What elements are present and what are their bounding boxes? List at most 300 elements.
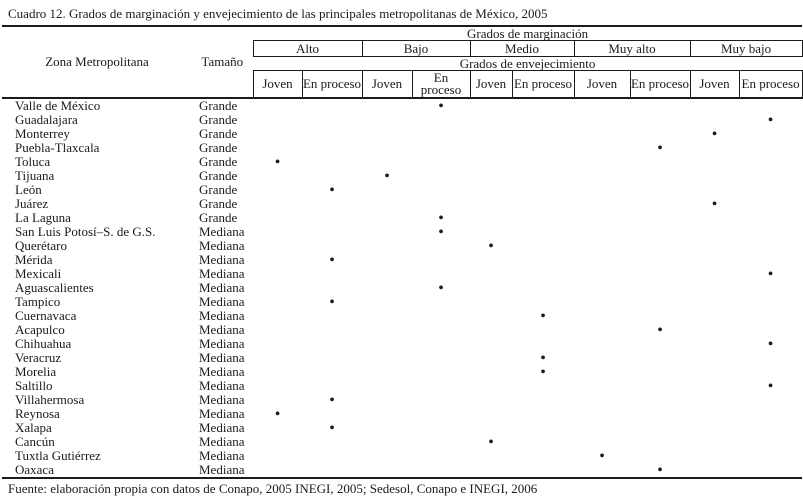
tamano-cell: Grande [199, 211, 238, 225]
empty-cell [362, 379, 412, 393]
empty-cell [412, 183, 470, 197]
dot-marker: • [384, 169, 390, 183]
empty-cell [362, 127, 412, 141]
empty-cell [630, 295, 690, 309]
dot-marker: • [767, 113, 774, 127]
empty-cell [253, 98, 302, 113]
sub-header-joven: Joven [574, 71, 630, 99]
col-header-envejecimiento-title: Grados de envejecimiento [253, 57, 802, 71]
table-body [2, 98, 802, 478]
tamano-cell: Mediana [199, 267, 245, 281]
empty-cell [512, 267, 574, 281]
dot-marker: • [329, 393, 335, 407]
empty-cell [362, 463, 412, 478]
empty-cell [470, 211, 512, 225]
col-header-marginacion-title: Grados de marginación [253, 26, 802, 41]
empty-cell [470, 393, 512, 407]
table-row [2, 141, 802, 155]
empty-cell [412, 127, 470, 141]
empty-cell [739, 155, 802, 169]
empty-cell [302, 449, 362, 463]
empty-cell [412, 323, 470, 337]
tamano-cell: Grande [199, 98, 238, 113]
empty-cell [739, 323, 802, 337]
empty-cell [690, 323, 739, 337]
empty-cell [739, 295, 802, 309]
empty-cell [512, 239, 574, 253]
empty-cell [302, 225, 362, 239]
empty-cell [574, 211, 630, 225]
dot-marker: • [767, 267, 774, 281]
empty-cell [470, 113, 512, 127]
empty-cell [302, 435, 362, 449]
empty-cell [362, 435, 412, 449]
tamano-cell: Grande [199, 127, 238, 141]
empty-cell [512, 435, 574, 449]
empty-cell [253, 379, 302, 393]
group-header-muy-bajo: Muy bajo [690, 41, 802, 57]
empty-cell [690, 379, 739, 393]
empty-cell [630, 155, 690, 169]
empty-cell [630, 351, 690, 365]
empty-cell [470, 281, 512, 295]
table-row [2, 435, 802, 449]
empty-cell [412, 239, 470, 253]
zona-cell: Mexicali [15, 267, 62, 281]
empty-cell [302, 169, 362, 183]
empty-cell [362, 253, 412, 267]
empty-cell [470, 155, 512, 169]
zona-cell: Querétaro [15, 239, 67, 253]
empty-cell [574, 127, 630, 141]
empty-cell [412, 253, 470, 267]
empty-cell [302, 155, 362, 169]
tamano-cell: Grande [199, 197, 238, 211]
dot-marker: • [329, 183, 335, 197]
dot-marker: • [540, 351, 546, 365]
empty-cell [574, 225, 630, 239]
empty-cell [362, 225, 412, 239]
empty-cell [630, 113, 690, 127]
col-header-tamano: Tamaño [192, 26, 253, 98]
empty-cell [739, 365, 802, 379]
empty-cell [690, 407, 739, 421]
empty-cell [574, 141, 630, 155]
tamano-cell: Mediana [199, 323, 245, 337]
empty-cell [253, 351, 302, 365]
tamano-cell: Grande [199, 169, 238, 183]
empty-cell [302, 281, 362, 295]
empty-cell [512, 169, 574, 183]
table-row [2, 393, 802, 407]
empty-cell [470, 98, 512, 113]
empty-cell [512, 295, 574, 309]
empty-cell [302, 463, 362, 478]
table-row [2, 379, 802, 393]
zona-cell: Monterrey [15, 127, 70, 141]
empty-cell [630, 239, 690, 253]
table-row [2, 463, 802, 478]
empty-cell [362, 449, 412, 463]
dot-marker: • [438, 98, 444, 113]
table-title: Cuadro 12. Grados de marginación y envejecimiento de las principales metropolitanas de México, 2005 [8, 6, 548, 21]
empty-cell [690, 351, 739, 365]
zona-cell: San Luis Potosí–S. de G.S. [15, 225, 156, 239]
empty-cell [574, 351, 630, 365]
empty-cell [630, 337, 690, 351]
empty-cell [470, 421, 512, 435]
empty-cell [362, 351, 412, 365]
empty-cell [574, 253, 630, 267]
empty-cell [253, 323, 302, 337]
empty-cell [690, 225, 739, 239]
dot-marker: • [329, 295, 335, 309]
empty-cell [253, 253, 302, 267]
sub-header-en-proceso: En proceso [512, 71, 574, 99]
dot-marker: • [438, 225, 444, 239]
empty-cell [253, 169, 302, 183]
zona-cell: Cuernavaca [15, 309, 77, 323]
empty-cell [412, 295, 470, 309]
table-row [2, 295, 802, 309]
empty-cell [470, 253, 512, 267]
table-row [2, 365, 802, 379]
empty-cell [412, 141, 470, 155]
empty-cell [512, 113, 574, 127]
empty-cell [574, 393, 630, 407]
empty-cell [412, 337, 470, 351]
empty-cell [512, 141, 574, 155]
zona-cell: Reynosa [15, 407, 60, 421]
zona-cell: Valle de México [15, 98, 101, 113]
empty-cell [739, 98, 802, 113]
table-row [2, 281, 802, 295]
empty-cell [470, 197, 512, 211]
empty-cell [412, 393, 470, 407]
empty-cell [470, 309, 512, 323]
empty-cell [630, 449, 690, 463]
empty-cell [253, 225, 302, 239]
empty-cell [574, 239, 630, 253]
empty-cell [630, 393, 690, 407]
empty-cell [302, 323, 362, 337]
dot-marker: • [711, 127, 718, 141]
empty-cell [690, 309, 739, 323]
empty-cell [574, 463, 630, 478]
empty-cell [470, 323, 512, 337]
empty-cell [302, 197, 362, 211]
tamano-cell: Grande [199, 141, 238, 155]
empty-cell [362, 295, 412, 309]
empty-cell [512, 393, 574, 407]
empty-cell [630, 281, 690, 295]
empty-cell [739, 183, 802, 197]
dot-marker: • [488, 435, 494, 449]
empty-cell [739, 421, 802, 435]
empty-cell [362, 365, 412, 379]
zona-cell: Tampico [15, 295, 61, 309]
empty-cell [690, 183, 739, 197]
sub-header-joven: Joven [362, 71, 412, 99]
empty-cell [574, 155, 630, 169]
empty-cell [690, 435, 739, 449]
empty-cell [512, 379, 574, 393]
zona-cell: Tuxtla Gutiérrez [15, 449, 101, 463]
tamano-cell: Mediana [199, 337, 245, 351]
zona-cell: Puebla-Tlaxcala [15, 141, 100, 155]
table-header [2, 26, 802, 98]
empty-cell [412, 421, 470, 435]
empty-cell [512, 183, 574, 197]
empty-cell [470, 379, 512, 393]
tamano-cell: Mediana [199, 365, 245, 379]
zona-cell: Toluca [15, 155, 51, 169]
group-header-medio: Medio [470, 41, 574, 57]
empty-cell [739, 211, 802, 225]
table-row [2, 253, 802, 267]
zona-cell: Cancún [15, 435, 55, 449]
tamano-cell: Mediana [199, 281, 245, 295]
data-table [2, 25, 803, 479]
dot-marker: • [488, 239, 494, 253]
empty-cell [574, 169, 630, 183]
empty-cell [302, 239, 362, 253]
table-row [2, 407, 802, 421]
table-row [2, 183, 802, 197]
empty-cell [512, 225, 574, 239]
empty-cell [630, 197, 690, 211]
zona-cell: Saltillo [15, 379, 53, 393]
dot-marker: • [767, 337, 774, 351]
empty-cell [574, 197, 630, 211]
empty-cell [690, 421, 739, 435]
empty-cell [739, 225, 802, 239]
empty-cell [412, 267, 470, 281]
empty-cell [302, 113, 362, 127]
empty-cell [512, 127, 574, 141]
empty-cell [512, 197, 574, 211]
zona-cell: Morelia [15, 365, 57, 379]
zona-cell: Juárez [15, 197, 49, 211]
tamano-cell: Mediana [199, 449, 245, 463]
empty-cell [253, 295, 302, 309]
empty-cell [362, 407, 412, 421]
table-row [2, 351, 802, 365]
empty-cell [302, 211, 362, 225]
empty-cell [630, 98, 690, 113]
zona-cell: Aguascalientes [15, 281, 94, 295]
tamano-cell: Mediana [199, 309, 245, 323]
tamano-cell: Mediana [199, 393, 245, 407]
empty-cell [630, 421, 690, 435]
empty-cell [690, 155, 739, 169]
empty-cell [512, 449, 574, 463]
empty-cell [630, 407, 690, 421]
dot-marker: • [438, 211, 444, 225]
empty-cell [362, 281, 412, 295]
empty-cell [739, 309, 802, 323]
empty-cell [253, 197, 302, 211]
empty-cell [253, 239, 302, 253]
empty-cell [690, 295, 739, 309]
dot-marker: • [657, 323, 663, 337]
empty-cell [470, 225, 512, 239]
zona-cell: La Laguna [15, 211, 71, 225]
empty-cell [412, 407, 470, 421]
empty-cell [412, 379, 470, 393]
empty-cell [362, 309, 412, 323]
empty-cell [739, 253, 802, 267]
tamano-cell: Mediana [199, 379, 245, 393]
sub-header-joven: Joven [690, 71, 739, 99]
empty-cell [739, 463, 802, 478]
empty-cell [630, 127, 690, 141]
empty-cell [253, 183, 302, 197]
empty-cell [412, 155, 470, 169]
table-row [2, 155, 802, 169]
tamano-cell: Mediana [199, 407, 245, 421]
group-header-alto: Alto [253, 41, 362, 57]
empty-cell [574, 267, 630, 281]
empty-cell [302, 98, 362, 113]
dot-marker: • [599, 449, 605, 463]
empty-cell [253, 113, 302, 127]
empty-cell [253, 211, 302, 225]
empty-cell [302, 127, 362, 141]
empty-cell [739, 127, 802, 141]
empty-cell [574, 435, 630, 449]
empty-cell [302, 365, 362, 379]
header-row-marginacion [2, 26, 802, 41]
empty-cell [362, 393, 412, 407]
empty-cell [470, 351, 512, 365]
empty-cell [362, 183, 412, 197]
zona-cell: Acapulco [15, 323, 65, 337]
table-row [2, 225, 802, 239]
empty-cell [574, 98, 630, 113]
zona-cell: Xalapa [15, 421, 52, 435]
empty-cell [412, 197, 470, 211]
tamano-cell: Mediana [199, 239, 245, 253]
empty-cell [362, 267, 412, 281]
empty-cell [690, 267, 739, 281]
table-row [2, 421, 802, 435]
empty-cell [739, 435, 802, 449]
empty-cell [574, 281, 630, 295]
empty-cell [253, 309, 302, 323]
dot-marker: • [274, 407, 281, 421]
empty-cell [470, 267, 512, 281]
zona-cell: Guadalajara [15, 113, 78, 127]
table-row [2, 239, 802, 253]
empty-cell [253, 267, 302, 281]
empty-cell [630, 211, 690, 225]
empty-cell [690, 239, 739, 253]
empty-cell [412, 309, 470, 323]
table-row [2, 323, 802, 337]
empty-cell [574, 309, 630, 323]
sub-header-en-proceso: En proceso [739, 71, 802, 99]
empty-cell [574, 379, 630, 393]
table-row [2, 449, 802, 463]
empty-cell [574, 183, 630, 197]
empty-cell [253, 393, 302, 407]
table-row [2, 113, 802, 127]
empty-cell [690, 98, 739, 113]
empty-cell [412, 113, 470, 127]
empty-cell [362, 211, 412, 225]
empty-cell [630, 379, 690, 393]
empty-cell [362, 239, 412, 253]
empty-cell [512, 323, 574, 337]
sub-header-joven: Joven [470, 71, 512, 99]
empty-cell [362, 141, 412, 155]
empty-cell [690, 141, 739, 155]
tamano-cell: Mediana [199, 295, 245, 309]
empty-cell [512, 211, 574, 225]
empty-cell [362, 197, 412, 211]
empty-cell [739, 281, 802, 295]
empty-cell [630, 253, 690, 267]
empty-cell [470, 127, 512, 141]
empty-cell [302, 379, 362, 393]
dot-marker: • [540, 309, 546, 323]
empty-cell [362, 98, 412, 113]
tamano-cell: Mediana [199, 435, 245, 449]
sub-header-en-proceso: En proceso [630, 71, 690, 99]
table-row [2, 98, 802, 113]
empty-cell [470, 337, 512, 351]
empty-cell [253, 337, 302, 351]
empty-cell [512, 337, 574, 351]
empty-cell [253, 421, 302, 435]
empty-cell [630, 225, 690, 239]
table-row [2, 267, 802, 281]
zona-cell: Oaxaca [15, 463, 54, 477]
empty-cell [470, 295, 512, 309]
empty-cell [630, 435, 690, 449]
empty-cell [412, 435, 470, 449]
tamano-cell: Grande [199, 113, 238, 127]
empty-cell [630, 267, 690, 281]
zona-cell: Veracruz [15, 351, 62, 365]
tamano-cell: Mediana [199, 225, 245, 239]
empty-cell [302, 337, 362, 351]
empty-cell [739, 449, 802, 463]
empty-cell [690, 169, 739, 183]
table-row [2, 169, 802, 183]
empty-cell [690, 393, 739, 407]
table-row [2, 127, 802, 141]
empty-cell [739, 169, 802, 183]
empty-cell [302, 407, 362, 421]
empty-cell [690, 463, 739, 478]
empty-cell [739, 393, 802, 407]
empty-cell [470, 407, 512, 421]
zona-cell: León [15, 183, 42, 197]
empty-cell [574, 337, 630, 351]
empty-cell [362, 155, 412, 169]
empty-cell [253, 141, 302, 155]
table-row [2, 211, 802, 225]
empty-cell [690, 281, 739, 295]
empty-cell [739, 239, 802, 253]
empty-cell [362, 421, 412, 435]
empty-cell [412, 463, 470, 478]
tamano-cell: Mediana [199, 463, 245, 477]
empty-cell [630, 309, 690, 323]
tamano-cell: Mediana [199, 253, 245, 267]
